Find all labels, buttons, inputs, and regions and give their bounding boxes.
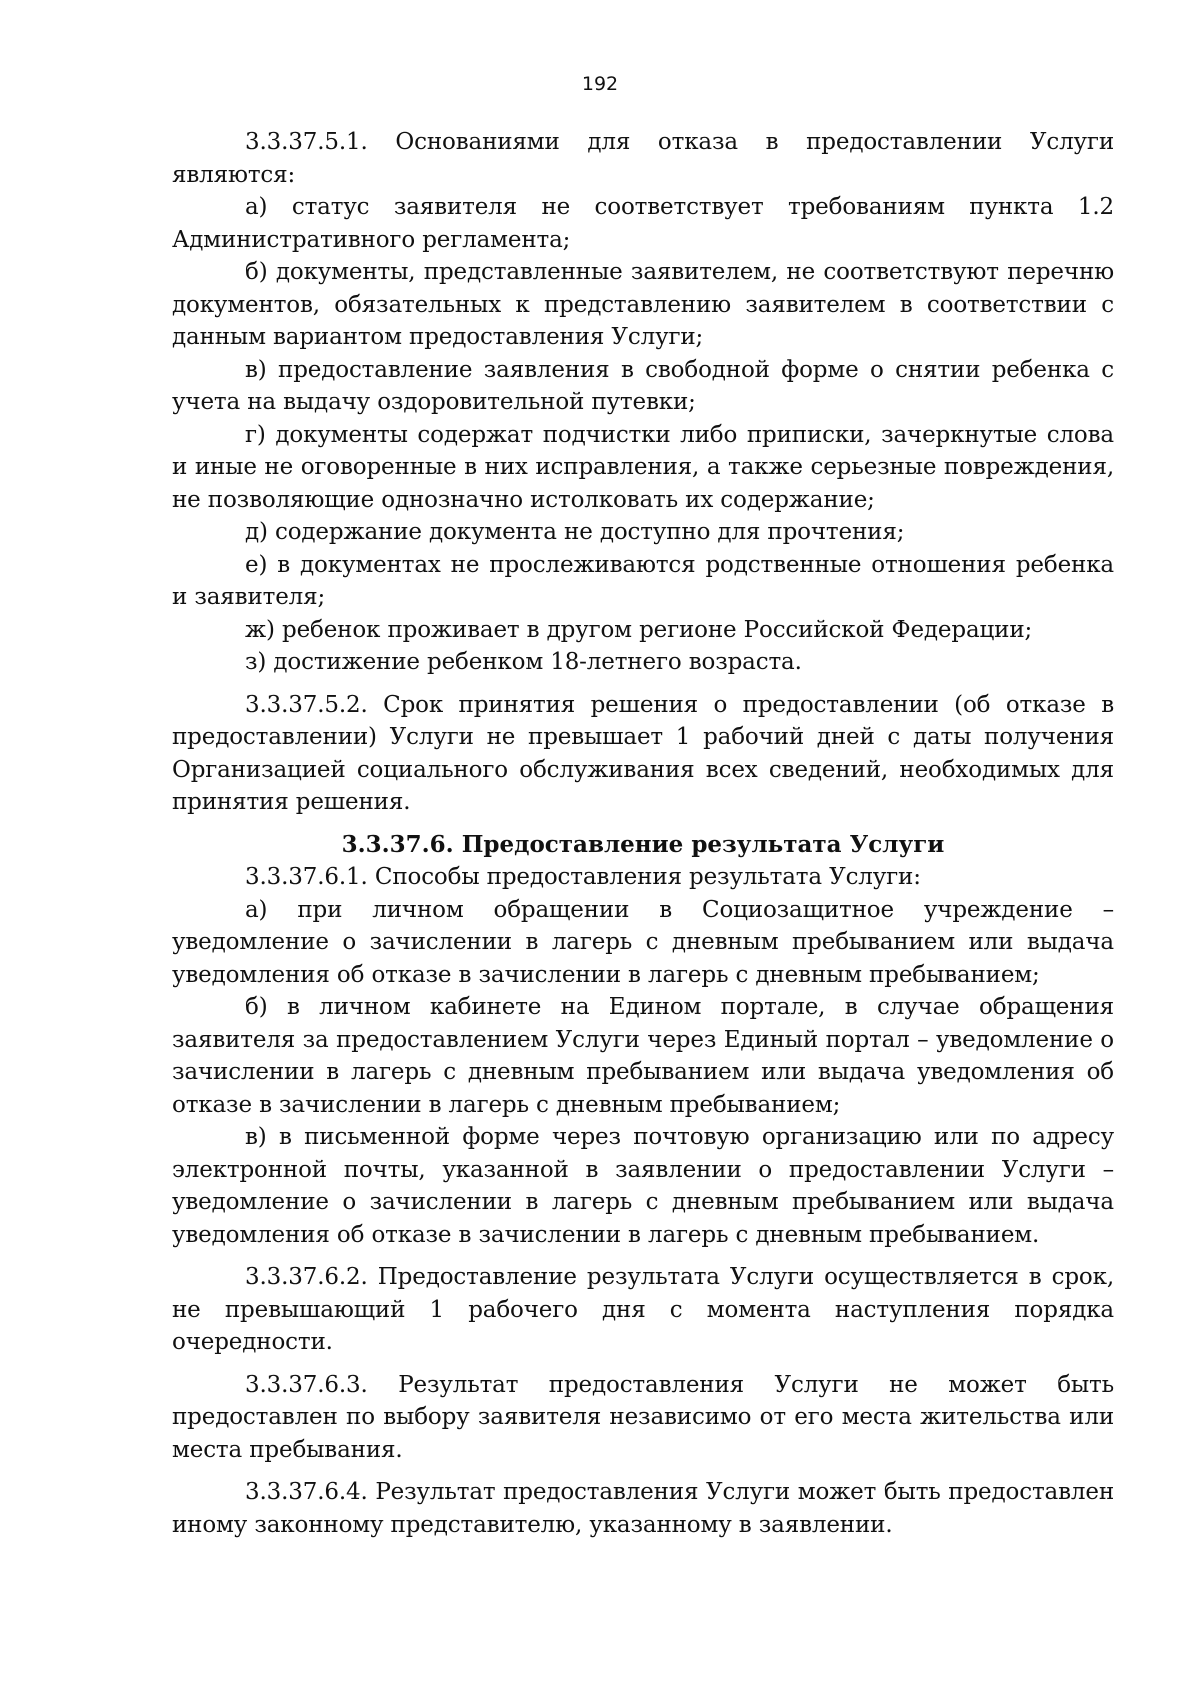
method-item-b: б) в личном кабинете на Едином портале, в случае обращения заявителя за предоставлением Услуги через Единый портал – уведомление о зачислении в лагерь с дневным пребыванием или выдача уведомления об отказе в зачислении в лагерь с дневным пребыванием; — [172, 994, 1114, 1118]
document-body — [172, 126, 1114, 1541]
paragraph-3-3-37-6-2: 3.3.37.6.2. Предоставление результата Услуги осуществляется в срок, не превышающий 1 рабочего дня с момента наступления порядка очередности. — [172, 1264, 1114, 1355]
paragraph-3-3-37-5-1: 3.3.37.5.1. Основаниями для отказа в предоставлении Услуги являются: — [172, 129, 1114, 188]
list-item-v: в) предоставление заявления в свободной форме о снятии ребенка с учета на выдачу оздоровительной путевки; — [172, 356, 1114, 415]
list-item-z: з) достижение ребенком 18-летнего возраста. — [245, 649, 802, 675]
page-number: 192 — [581, 73, 619, 95]
section-heading: 3.3.37.6. Предоставление результата Услуги — [341, 830, 945, 858]
list-item-g: г) документы содержат подчистки либо приписки, зачеркнутые слова и иные не оговоренные в них исправления, а также серьезные повреждения, не позволяющие однозначно истолковать их содержание; — [172, 421, 1114, 513]
list-item-zh: ж) ребенок проживает в другом регионе Российской Федерации; — [245, 616, 1033, 643]
list-item-b: б) документы, представленные заявителем, не соответствуют перечню документов, обязательных к представлению заявителем в соответствии с данным вариантом предоставления Услуги; — [172, 259, 1114, 350]
paragraph-3-3-37-6-3: 3.3.37.6.3. Результат предоставления Услуги не может быть предоставлен по выбору заявителя независимо от его места жительства или места пребывания. — [172, 1371, 1114, 1463]
list-item-d: д) содержание документа не доступно для прочтения; — [245, 519, 905, 545]
list-item-a: а) статус заявителя не соответствует требованиям пункта 1.2 Административного регламента; — [172, 194, 1114, 253]
paragraph-3-3-37-6-4: 3.3.37.6.4. Результат предоставления Услуги может быть предоставлен иному законному представителю, указанному в заявлении. — [172, 1479, 1114, 1538]
paragraph-3-3-37-5-2: 3.3.37.5.2. Срок принятия решения о предоставлении (об отказе в предоставлении) Услуги не превышает 1 рабочий дней с даты получения Организацией социального обслуживания всех сведений, необходимых для принятия решения. — [172, 691, 1114, 815]
method-item-v: в) в письменной форме через почтовую организацию или по адресу электронной почты, указанной в заявлении о предоставлении Услуги – уведомление о зачислении в лагерь с дневным пребыванием или выдача уведомления об отказе в зачислении в лагерь с дневным пребыванием. — [172, 1124, 1114, 1248]
method-item-a: а) при личном обращении в Социозащитное учреждение – уведомление о зачислении в лагерь с дневным пребыванием или выдача уведомления об отказе в зачислении в лагерь с дневным пребыванием; — [172, 896, 1114, 988]
list-item-e: е) в документах не прослеживаются родственные отношения ребенка и заявителя; — [172, 551, 1114, 610]
paragraph-3-3-37-6-1: 3.3.37.6.1. Способы предоставления результата Услуги: — [245, 864, 921, 890]
